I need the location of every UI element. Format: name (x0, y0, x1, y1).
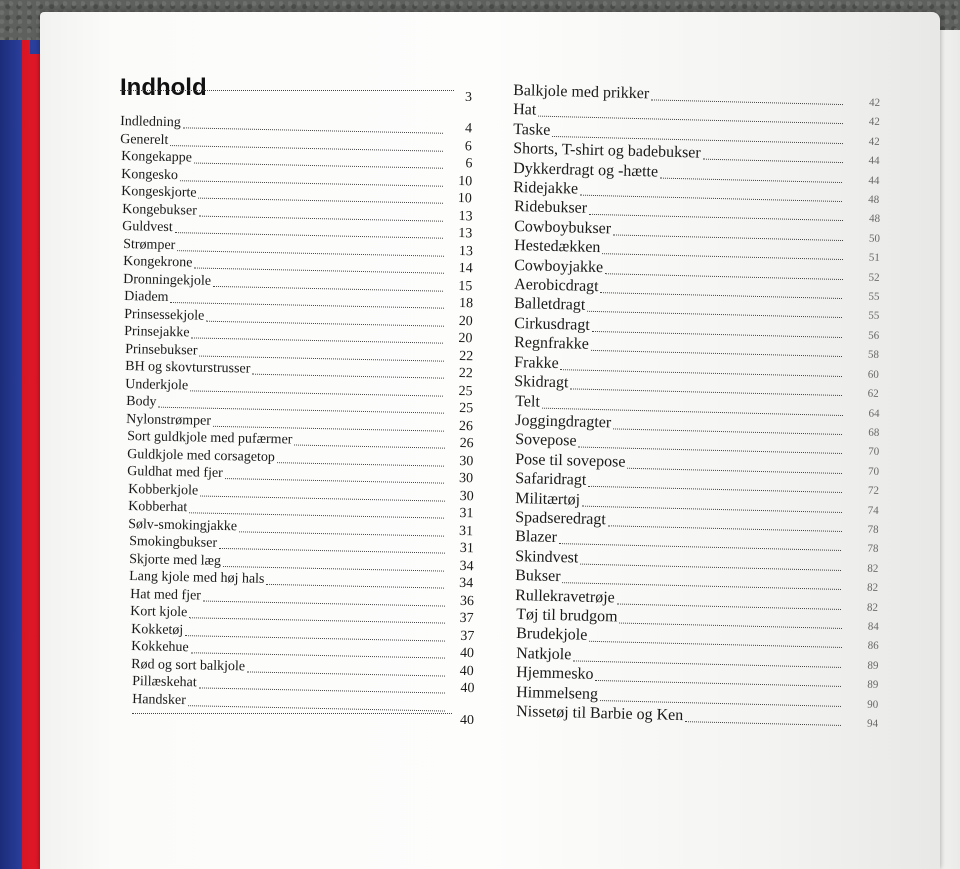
toc-entry-page: 20 (458, 331, 473, 347)
toc-leader-dots (277, 462, 444, 467)
toc-entry-title: Cowboyjakke (513, 256, 604, 276)
toc-entry-title: Militærtøj (514, 489, 581, 509)
toc-entry-title: Prinsessekjole (124, 306, 205, 324)
toc-entry-page: 60 (868, 368, 880, 381)
toc-entry-title: Kobberhat (128, 499, 188, 516)
toc-entry-page: 31 (459, 506, 474, 522)
toc-entry-page: 70 (867, 465, 879, 478)
toc-entry-title: Handsker (132, 692, 186, 709)
toc-entry-title: Skjorte med læg (129, 551, 222, 569)
toc-entry-page: 13 (458, 208, 473, 224)
toc-entry-page: 62 (867, 387, 880, 401)
toc-entry-title: Dykkerdragt og -hætte (513, 159, 659, 181)
toc-entry-page: 40 (459, 663, 475, 680)
toc-entry-title: Frakke (514, 353, 560, 372)
toc-entry-title: Kongekrone (122, 254, 193, 271)
toc-entry-page: 55 (868, 290, 880, 303)
toc-entry-title: Himmelseng (515, 683, 599, 703)
toc-entry-title: Hestedækken (513, 237, 601, 257)
page-title: Indhold (120, 74, 207, 101)
toc-entry-page: 44 (868, 174, 880, 187)
toc-entry-title: Hat med fjer (129, 586, 201, 604)
toc-entry-page: 90 (866, 698, 879, 711)
toc-leading-page: 3 (465, 90, 472, 105)
toc-entry-title: Guldhat med fjer (127, 464, 224, 482)
toc-entry-page: 40 (459, 646, 475, 662)
toc-entry-title: Strømper (122, 236, 175, 253)
toc-entry-title: Ridejakke (513, 179, 579, 198)
toc-entry-page: 20 (458, 313, 473, 329)
toc-entry-page: 25 (458, 383, 474, 399)
toc-entry-title: Blazer (515, 528, 558, 547)
toc-entry-page: 37 (459, 628, 474, 645)
toc-entry-page: 34 (459, 576, 474, 592)
toc-leader-dots (213, 426, 444, 432)
toc-entry-title: Safaridragt (514, 470, 587, 489)
toc-entry-page: 31 (459, 523, 474, 540)
toc-entry-page: 70 (867, 445, 880, 459)
toc-entry-title: Prinsejakke (124, 324, 191, 341)
toc-entry-title: Guldvest (122, 219, 174, 236)
toc-leader-dots (213, 286, 443, 292)
toc-entry-page: 51 (868, 251, 880, 265)
toc-entry-title: Diadem (123, 289, 169, 306)
toc-entry-title: Nylonstrømper (126, 411, 212, 429)
toc-entry-title: Kobberkjole (127, 481, 198, 499)
toc-entry-page: 4 (464, 121, 473, 137)
toc-entry-page: 82 (867, 601, 879, 614)
toc-entry-title: Indledning (120, 114, 181, 131)
toc-entry-title: Kokkehue (130, 639, 189, 656)
toc-entry-title: Prinsebukser (124, 341, 198, 359)
toc-entry-page: 56 (868, 329, 880, 342)
toc-entry-page: 18 (458, 296, 473, 312)
toc-entry-title: Guldkjole med corsagetop (126, 446, 275, 465)
toc-entry-page: 22 (458, 366, 474, 382)
toc-leader-dots (132, 713, 452, 714)
toc-entry-title: Balkjole med prikker (513, 82, 650, 103)
toc-entry-title: Telt (514, 392, 540, 411)
toc-entry-page: 26 (458, 418, 474, 435)
toc-entry-title: Balletdragt (514, 295, 586, 315)
toc-entry-title: Underkjole (125, 376, 189, 394)
toc-leader-dots (685, 721, 841, 726)
toc-leader-dots (660, 177, 842, 182)
toc-leader-dots (267, 584, 445, 589)
toc-entry-title: Pillæskehat (131, 674, 197, 691)
toc-entry-page: 14 (458, 261, 473, 277)
toc-entry-page: 52 (868, 271, 880, 284)
toc-entry-page: 40 (459, 681, 475, 697)
toc-entry-page: 82 (867, 581, 879, 595)
toc-entry-title: Kongeskjorte (121, 184, 198, 201)
toc-entry-page: 13 (458, 226, 473, 242)
toc-entry-page: 6 (464, 138, 473, 154)
toc-entry-title: Kokketøj (130, 621, 183, 639)
toc-trailing-row (132, 713, 474, 729)
toc-entry-page: 15 (458, 278, 473, 294)
toc-entry-title: Sort guldkjole med pufærmer (126, 429, 293, 448)
toc-leader-dots (294, 445, 444, 449)
toc-entry-page: 64 (867, 407, 880, 420)
toc-entry-page: 30 (459, 453, 474, 470)
toc-entry-title: Hat (513, 101, 537, 119)
toc-entry-title: Taske (513, 120, 551, 139)
toc-entry-title: Nissetøj til Barbie og Ken (516, 703, 684, 725)
toc-entry-title: Joggingdragter (514, 411, 611, 432)
toc-entry-title: Cowboybukser (513, 217, 611, 238)
toc-leader-dots (206, 320, 444, 326)
toc-entry-title: Kongesko (121, 166, 179, 183)
toc-entry-page: 94 (866, 717, 879, 730)
toc-entry-page: 36 (459, 593, 474, 610)
toc-entry-page: 37 (459, 611, 474, 627)
toc-entry-title: Sovepose (514, 431, 577, 450)
toc-entry-title: Kort kjole (130, 604, 188, 621)
toc-entry-page: 89 (867, 678, 879, 692)
toc-entry-page: 78 (867, 523, 879, 536)
toc-entry-title: Rullekravetrøje (515, 586, 616, 606)
toc-entry-title: Shorts, T-shirt og badebukser (513, 140, 702, 162)
toc-entry-page: 30 (459, 471, 474, 487)
toc-entry-title: Natkjole (515, 644, 572, 664)
toc-entry-page: 42 (868, 96, 881, 109)
toc-entry-page: 13 (458, 243, 473, 259)
toc-entry-page: 42 (868, 135, 881, 148)
book-cover-blue (0, 40, 22, 869)
toc-entry-title: Kongebukser (121, 201, 197, 219)
toc-leader-dots (247, 671, 445, 676)
toc-entry-title: Skidragt (514, 373, 570, 392)
toc-entry-title: Pose til sovepose (514, 450, 626, 471)
toc-entry-page: 6 (465, 156, 473, 172)
toc-entry-title: Smokingbukser (128, 534, 217, 552)
toc-leading-row (120, 90, 472, 106)
toc-entry-page: 42 (868, 116, 881, 129)
toc-entry-page: 82 (867, 562, 879, 575)
toc-entry-page: 84 (867, 620, 879, 633)
toc-entry-title: Body (125, 394, 157, 410)
toc-entry-page: 55 (868, 310, 880, 323)
toc-entry-page: 74 (867, 504, 879, 517)
toc-entry-page: 48 (868, 193, 880, 206)
toc-entry-page: 31 (459, 541, 474, 557)
toc-entry-title: Tøj til brudgom (515, 605, 618, 626)
toc-entry-page: 10 (458, 173, 473, 189)
toc-entry-page: 10 (458, 191, 473, 207)
toc-entry-title: Regnfrakke (514, 334, 590, 354)
toc-entry-page: 48 (868, 213, 880, 226)
toc-entry-title: Rød og sort balkjole (131, 656, 246, 675)
toc-entry-title: Ridebukser (513, 198, 587, 218)
toc-leader-dots (703, 159, 843, 163)
toc-entry-title: Cirkusdragt (514, 314, 591, 334)
toc-entry-page: 50 (868, 232, 880, 245)
toc-entry-page: 58 (868, 348, 880, 362)
toc-entry-page: 86 (867, 639, 879, 653)
toc-entry-page: 25 (458, 401, 474, 417)
toc-entry-page: 26 (459, 436, 474, 452)
toc-leader-dots (252, 374, 443, 379)
toc-entry-page: 34 (459, 558, 474, 575)
toc-entry-title: Hjemmesko (515, 664, 594, 684)
toc-entry-page: 68 (867, 426, 880, 439)
toc-entry-title: Skindvest (515, 547, 579, 567)
toc-entry-title: Spadseredragt (515, 508, 607, 529)
toc-entry-page: 44 (868, 154, 880, 168)
toc-entry-page: 89 (867, 659, 879, 672)
toc-entry-title: Lang kjole med høj hals (129, 569, 266, 588)
toc-leader-dots (239, 531, 444, 536)
toc-trailing-page: 40 (460, 713, 474, 728)
toc-entry-title: BH og skovturstrusser (125, 359, 251, 377)
toc-entry-page: 30 (459, 488, 474, 505)
toc-entry-page: 72 (867, 484, 879, 498)
toc-entry-page: 22 (458, 348, 474, 364)
toc-entry-title: Sølv-smokingjakke (128, 516, 238, 535)
toc-entry-title: Kongekappe (120, 149, 192, 166)
toc-entry-title: Aerobicdragt (513, 276, 599, 296)
toc-entry-title: Bukser (515, 567, 562, 586)
toc-entry-title: Brudekjole (515, 625, 588, 645)
toc-entry-title: Dronningekjole (123, 271, 212, 289)
toc-leader-dots (223, 566, 445, 572)
toc-leader-dots (120, 90, 454, 91)
toc-entry-page: 78 (867, 542, 879, 556)
toc-entry-title: Generelt (120, 131, 169, 148)
